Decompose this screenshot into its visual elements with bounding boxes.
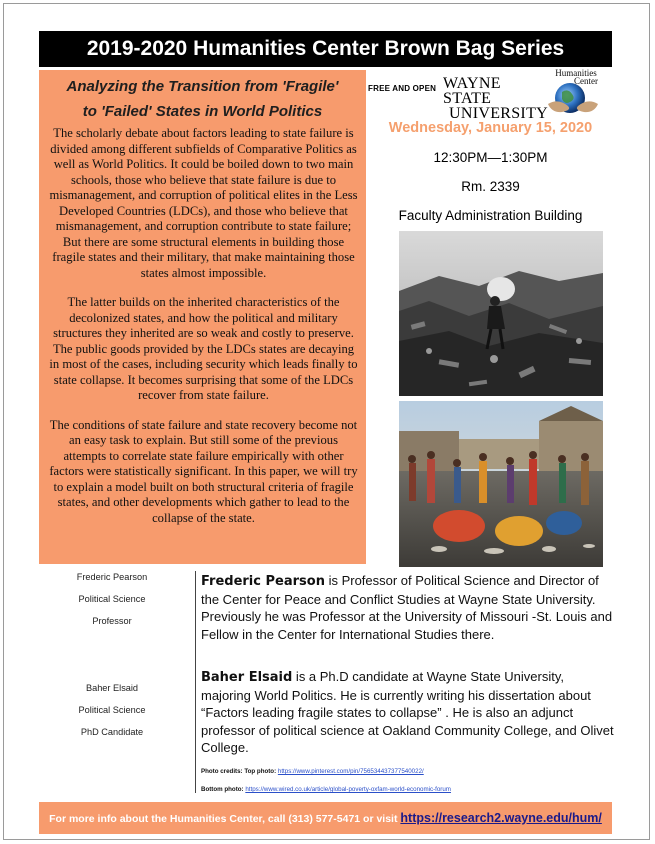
speaker-2-bio [201,668,614,757]
photo-credit-bottom [201,786,451,793]
speaker-1-caption-dept: Political Science [78,594,146,604]
abstract-panel [39,70,366,564]
abstract-paragraph-2: The latter builds on the inherited characteristics of the decolonized states, and how the political and military structures they inherited are so weak and costly to preserve. The public goods provided by the LDCs states are decaying in most of the cases, including security which leads finally to state collapse. It becomes surprising that some of the LDCs recover from state failure. [49,295,358,402]
event-time: 12:30PM—1:30PM [433,150,548,165]
bottom-photo-link[interactable]: https://www.wired.co.uk/article/global-poverty-oxfam-world-economic-forum [245,786,451,793]
speaker-2-caption [40,683,184,749]
talk-title [39,74,366,124]
speaker-2-caption-role: PhD Candidate [80,727,144,737]
event-room: Rm. 2339 [461,179,520,194]
abstract-text [48,126,359,540]
event-date: Wednesday, January 15, 2020 [388,120,593,136]
wayne-state-logo [443,75,548,122]
abstract-paragraph-1: The scholarly debate about factors leading to state failure is divided among different subfields of Comparative Politics as well as World Politics. It could be boiled down to two main schools, those who believe that state failure is due to mismanagement, and corruption of political elites in the Less Developed Countries (LDCs), and those who believe that mismanagement, and corruption contribute to state failure; But there are some structural elements in building those fragile states and their military, that make maintaining those states almost impossible. [49,126,358,280]
series-title: 2019-2020 Humanities Center Brown Bag Series [39,31,612,67]
speaker-1-name: Frederic Pearson [201,574,325,589]
column-divider [195,571,196,793]
footer-link[interactable]: https://research2.wayne.edu/hum/ [400,811,602,825]
photo-credit-top [201,768,424,775]
wsu-logo-line2: UNIVERSITY [449,105,548,122]
speaker-2-caption-name: Baher Elsaid [85,683,139,693]
bottom-photo-slum [399,401,603,567]
speaker-2-name: Baher Elsaid [201,670,293,685]
hc-logo-text-2: Center [574,76,598,86]
speaker-2-caption-dept: Political Science [78,705,146,715]
speaker-1-bio [201,572,614,643]
photo-credit-bottom-label: Bottom photo: [201,786,246,793]
top-photo-link[interactable]: https://www.pinterest.com/pin/756534437377540022/ [277,768,424,775]
event-building: Faculty Administration Building [398,208,583,223]
humanities-center-logo [540,68,604,114]
photo-credit-top-label: Photo credits: Top photo: [201,768,278,775]
speaker-1-caption-name: Frederic Pearson [76,572,148,582]
talk-title-line1: Analyzing the Transition from 'Fragile' [66,78,339,95]
speaker-1-caption-role: Professor [92,616,132,626]
speaker-2-bio-text: is a Ph.D candidate at Wayne State University, majoring World Politics. He is currently writing his dissertation about “Factors leading fragile states to collapse” . He is also an adjunct professor of political science at Oakland Community College, and Olivet College. [201,669,614,755]
speaker-1-caption [40,572,184,638]
top-photo-rubble [399,231,603,396]
free-and-open-label: FREE AND OPEN [368,84,437,93]
speaker-1-bio-text: is Professor of Political Science and Director of the Center for Peace and Conflict Studies at Wayne State University. Previously he was Professor at the University of Missouri -St. Louis and Fellow in the Center for International Studies there. [201,573,613,642]
talk-title-line2: to 'Failed' States in World Politics [82,103,323,120]
footer-text: For more info about the Humanities Center, call (313) 577-5471 or visit [49,813,401,825]
footer-banner [39,802,612,834]
wsu-logo-line1: WAYNE STATE [443,75,501,107]
abstract-paragraph-3: The conditions of state failure and state recovery become not an easy task to explain. But still some of the previous attempts to correlate state failure empirically with other factors were statistically significant. In this paper, we will try to explain a model built on both structural criteria of fragile states, and other developments which gather to lead to the collapse of the state. [49,417,358,525]
hc-logo-text-1: Humanities [555,68,597,78]
